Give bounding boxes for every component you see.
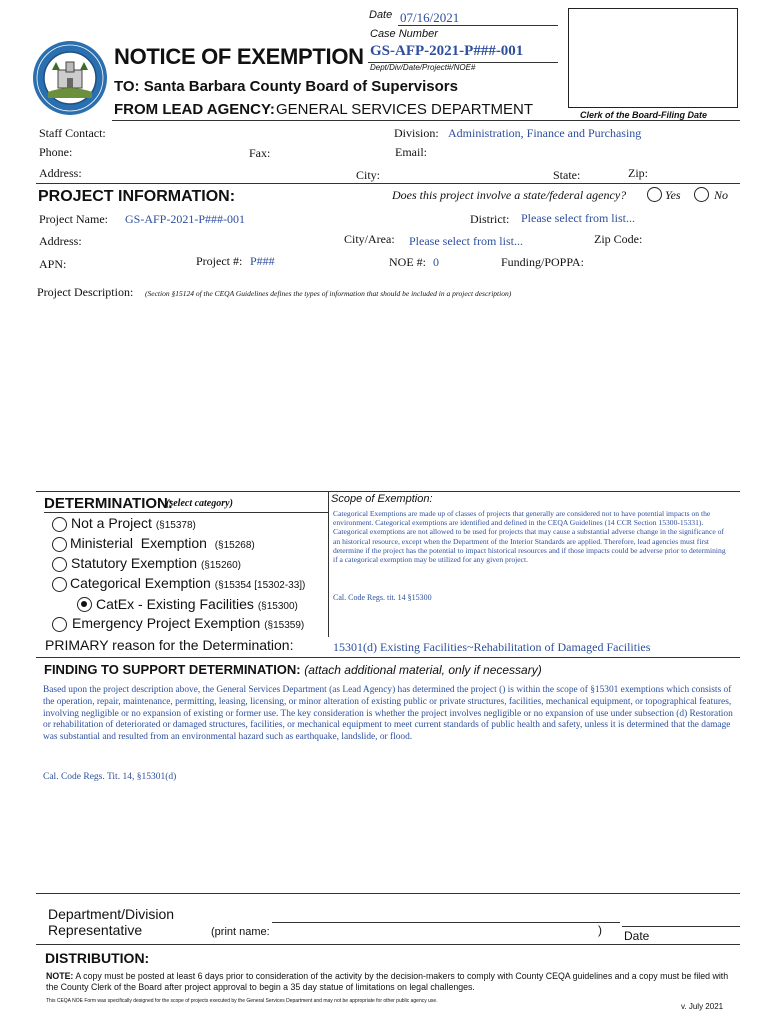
address-label: Address: — [39, 166, 82, 180]
distribution-heading: DISTRIBUTION: — [45, 950, 150, 966]
header-divider — [112, 120, 740, 121]
date-underline — [398, 25, 558, 26]
project-number-value[interactable]: P### — [250, 254, 275, 268]
division-value[interactable]: Administration, Finance and Purchasing — [448, 126, 642, 140]
district-label: District: — [470, 212, 510, 226]
primary-reason-label: PRIMARY reason for the Determination: — [45, 637, 294, 653]
project-address-label: Address: — [39, 234, 82, 248]
finding-ref[interactable]: Cal. Code Regs. Tit. 14, §15301(d) — [43, 772, 177, 782]
scope-text[interactable]: Categorical Exemptions are made up of classes of projects that generally are considered not to have potential impacts on the environment. Categorical exemptions are identified and defined in the CEQA Guidelines (14 CCR Section 15300-15331). Categorical exemptions are not allowed to be used for projects that may cause a substantial adverse change in the significance of an historical resource, except when the Department of the Interior Standards are applied. Therefore, lead agencies must first determine if the project has the potential to impact historical resources and if those impacts could be adverse prior to determining if a categorical exemption may be utilized for any given project. — [333, 509, 726, 565]
to-line: TO: Santa Barbara County Board of Supervisors — [114, 78, 458, 95]
agency-question: Does this project involve a state/federal agency? — [392, 188, 627, 202]
agency-yes-radio[interactable] — [647, 187, 662, 202]
agency-no-label: No — [714, 188, 729, 202]
distribution-note: NOTE: A copy must be posted at least 6 days prior to consideration of the activity by the decision-makers to comply with County CEQA guidelines and a copy must be filed with the County Clerk of the Board after project approval to begin a 35 day statue of limitations on legal challenges. — [46, 971, 729, 992]
scope-ref[interactable]: Cal. Code Regs. tit. 14 §15300 — [333, 593, 432, 602]
signature-line[interactable] — [272, 922, 620, 923]
option-not-a-project-radio[interactable] — [52, 517, 67, 532]
determination-note: (select category) — [166, 498, 233, 509]
footer-disclaimer: This CEQA NOE Form was specifically designed for the scope of projects executed by the General Services Department and may not be appropriate for other public agency use. — [46, 998, 438, 1004]
option-categorical: Categorical Exemption (§15354 [15302-33]) — [70, 575, 306, 591]
option-statutory: Statutory Exemption (§15260) — [71, 555, 241, 571]
scope-label: Scope of Exemption: — [331, 493, 433, 505]
case-number-label: Case Number — [370, 28, 438, 40]
city-area-label: City/Area: — [344, 232, 395, 246]
print-name-label: (print name: — [211, 926, 270, 938]
page-title: NOTICE OF EXEMPTION — [114, 44, 364, 69]
finding-heading: FINDING TO SUPPORT DETERMINATION: (attach additional material, only if necessary) — [44, 662, 542, 677]
state-label: State: — [553, 168, 581, 182]
project-description-field[interactable] — [36, 302, 740, 487]
case-number-value[interactable]: GS-AFP-2021-P###-001 — [370, 43, 524, 59]
signature-top-divider — [36, 893, 740, 894]
noe-label: NOE #: — [389, 255, 426, 269]
option-categorical-radio[interactable] — [52, 577, 67, 592]
finding-text[interactable]: Based upon the project description above, the General Services Department (as Lead Agency) has determined the project () is within the scope of §15301 exemptions which consists of the operation, repair, maintenance, permitting, leasing, licensing, or minor alteration of existing public or private structures, facilities, mechanical equipment, or topographical features, involving negligible or no expansion of existing or former use. The key consideration is whether the project involves negligible or no expansion of use under subsection (d) Restoration or rehabilitation of deteriorated or damaged structures, facilities, or mechanical equipment to meet current standards of public health and safety, unless it is determined that the damage was substantial and resulted from an environmental hazard such as earthquake, landslide, or flood. — [43, 685, 733, 743]
from-lead-agency-label: FROM LEAD AGENCY: — [114, 101, 275, 118]
print-name-close-paren: ) — [598, 923, 602, 937]
option-catex-existing: CatEx - Existing Facilities (§15300) — [96, 596, 298, 612]
agency-no-radio[interactable] — [694, 187, 709, 202]
project-description-label: Project Description: — [37, 285, 134, 299]
option-statutory-radio[interactable] — [52, 557, 67, 572]
city-label: City: — [356, 168, 381, 182]
option-ministerial: Ministerial Exemption (§15268) — [70, 535, 255, 551]
email-label: Email: — [395, 145, 427, 159]
case-number-caption: Dept/Div/Date/Project#/NOE# — [370, 63, 476, 72]
option-emergency: Emergency Project Exemption (§15359) — [72, 615, 305, 631]
zip-code-label: Zip Code: — [594, 232, 643, 246]
representative-label-line1: Department/Division — [48, 906, 175, 922]
determination-divider — [36, 491, 740, 492]
date-label: Date — [369, 9, 393, 21]
division-label: Division: — [394, 126, 439, 140]
project-name-label: Project Name: — [39, 212, 108, 226]
determination-heading-underline — [44, 512, 328, 513]
fax-label: Fax: — [249, 146, 271, 160]
clerk-filing-caption: Clerk of the Board-Filing Date — [580, 110, 708, 120]
zip-label: Zip: — [628, 166, 648, 180]
project-number-label: Project #: — [196, 254, 243, 268]
project-info-heading: PROJECT INFORMATION: — [38, 188, 236, 205]
funding-label: Funding/POPPA: — [501, 255, 584, 269]
date-line[interactable] — [622, 926, 740, 927]
version-label: v. July 2021 — [681, 1002, 724, 1011]
project-name-value[interactable]: GS-AFP-2021-P###-001 — [125, 212, 246, 226]
apn-label: APN: — [39, 257, 67, 271]
determination-heading: DETERMINATION: — [44, 495, 173, 512]
date-value[interactable]: 07/16/2021 — [400, 10, 460, 25]
option-not-a-project: Not a Project (§15378) — [71, 515, 196, 531]
staff-contact-label: Staff Contact: — [39, 126, 106, 140]
signature-date-label: Date — [624, 929, 650, 943]
agency-yes-label: Yes — [665, 188, 681, 202]
determination-vertical-divider — [328, 491, 329, 637]
primary-reason-divider — [36, 657, 740, 658]
phone-label: Phone: — [39, 145, 73, 159]
filing-stamp-box — [568, 8, 738, 108]
signature-bottom-divider — [36, 944, 740, 945]
option-catex-existing-radio[interactable] — [77, 597, 92, 612]
project-description-note: (Section §15124 of the CEQA Guidelines defines the types of information that should be included in a project description) — [145, 289, 512, 298]
representative-label-line2: Representative — [48, 922, 143, 938]
noe-value[interactable]: 0 — [433, 255, 439, 269]
option-ministerial-radio[interactable] — [52, 537, 67, 552]
city-area-select[interactable]: Please select from list... — [409, 234, 523, 248]
primary-reason-value[interactable]: 15301(d) Existing Facilities~Rehabilitation of Damaged Facilities — [333, 640, 651, 654]
from-lead-agency-value: GENERAL SERVICES DEPARTMENT — [276, 101, 534, 118]
option-emergency-radio[interactable] — [52, 617, 67, 632]
seal-icon — [32, 40, 108, 116]
contact-divider — [36, 183, 740, 184]
county-seal — [32, 40, 108, 116]
district-select[interactable]: Please select from list... — [521, 211, 635, 225]
